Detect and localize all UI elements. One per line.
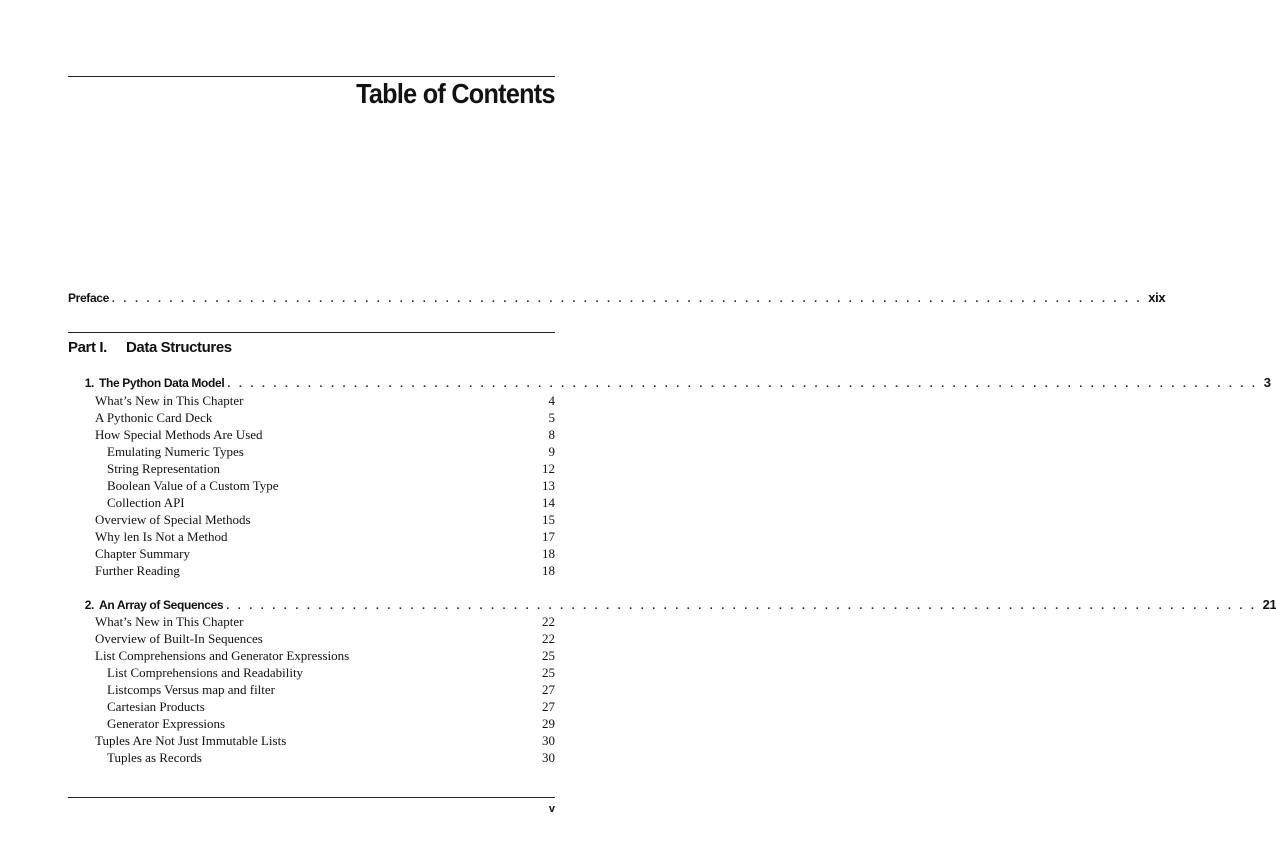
section-page: 8 (548, 427, 555, 442)
part-rule (68, 332, 555, 333)
toc-entry[interactable] (68, 427, 555, 444)
toc-entry[interactable] (68, 750, 555, 767)
chapter-number: 2. (84, 598, 94, 612)
toc-entry-chapter-1[interactable] (68, 375, 1271, 392)
section-label: What’s New in This Chapter (95, 614, 244, 629)
section-label: Tuples as Records (107, 750, 202, 765)
section-page: 25 (542, 665, 555, 680)
section-page: 15 (542, 512, 555, 527)
section-label: String Representation (107, 461, 221, 476)
section-label: Chapter Summary (95, 546, 190, 561)
toc-entry[interactable] (68, 648, 555, 665)
dot-leader: . . . . . . . . . . . . . . . . . . . . . . . . . . . . . . . . . . . . . . . . . . . . . . . . . . . . . . . . . . . . . . . . . . . . . . . . . . . . . . . . . . . . . . . . . . (227, 378, 1258, 390)
section-label: Overview of Special Methods (95, 512, 251, 527)
section-page: 30 (542, 750, 555, 765)
toc-entry[interactable] (68, 512, 555, 529)
section-page: 4 (548, 393, 555, 408)
toc-entry[interactable] (68, 444, 555, 461)
toc-entry[interactable] (68, 529, 555, 546)
toc-entry[interactable] (68, 682, 555, 699)
section-label: Listcomps Versus map and filter (107, 682, 276, 697)
toc-entry-preface[interactable] (68, 290, 1166, 307)
section-label: What’s New in This Chapter (95, 393, 244, 408)
section-page: 27 (542, 682, 555, 697)
page-title: Table of Contents (356, 78, 555, 109)
toc-entry-chapter-2[interactable] (68, 597, 1276, 614)
section-label: Overview of Built-In Sequences (95, 631, 263, 646)
section-label: How Special Methods Are Used (95, 427, 263, 442)
section-label: A Pythonic Card Deck (95, 410, 213, 425)
section-label: Generator Expressions (107, 716, 226, 731)
section-page: 30 (542, 733, 555, 748)
section-page: 5 (548, 410, 555, 425)
part-label: Part I. (68, 339, 107, 356)
part-name: Data Structures (126, 339, 232, 356)
section-page: 27 (542, 699, 555, 714)
toc-entry[interactable] (68, 393, 555, 410)
section-page: 17 (542, 529, 555, 544)
section-page: 12 (542, 461, 555, 476)
section-page: 14 (542, 495, 555, 510)
section-page: 18 (542, 563, 555, 578)
top-rule (68, 76, 555, 77)
toc-entry[interactable] (68, 699, 555, 716)
dot-leader: . . . . . . . . . . . . . . . . . . . . . . . . . . . . . . . . . . . . . . . . . . . . . . . . . . . . . . . . . . . . . . . . . . . . . . . . . . . . . . . . . . . . . . . . . . (111, 293, 1143, 305)
section-page: 22 (542, 614, 555, 629)
toc-entry[interactable] (68, 563, 555, 580)
bottom-rule (68, 797, 555, 798)
toc-entry[interactable] (68, 665, 555, 682)
toc-entry[interactable] (68, 546, 555, 563)
chapter-title: An Array of Sequences (99, 598, 224, 612)
chapter-page: 3 (1263, 375, 1271, 390)
part-heading (68, 339, 232, 356)
section-label: Further Reading (95, 563, 180, 578)
section-label: List Comprehensions and Generator Expressions (95, 648, 350, 663)
section-label: List Comprehensions and Readability (107, 665, 304, 680)
toc-entry[interactable] (68, 631, 555, 648)
dot-leader: . . . . . . . . . . . . . . . . . . . . . . . . . . . . . . . . . . . . . . . . . . . . . . . . . . . . . . . . . . . . . . . . . . . . . . . . . . . . . . . . . . . . . . . . . . (226, 600, 1257, 612)
toc-entry[interactable] (68, 495, 555, 512)
section-page: 22 (542, 631, 555, 646)
section-label: Emulating Numeric Types (107, 444, 244, 459)
section-label: Boolean Value of a Custom Type (107, 478, 279, 493)
section-label: Collection API (107, 495, 185, 510)
toc-entry[interactable] (68, 478, 555, 495)
section-label: Why len Is Not a Method (95, 529, 228, 544)
section-page: 9 (548, 444, 555, 459)
section-page: 18 (542, 546, 555, 561)
section-page: 13 (542, 478, 555, 493)
toc-entry[interactable] (68, 733, 555, 750)
toc-entry[interactable] (68, 614, 555, 631)
chapter-page: 21 (1262, 597, 1276, 612)
section-label: Tuples Are Not Just Immutable Lists (95, 733, 287, 748)
preface-label: Preface (68, 291, 109, 305)
chapter-title: The Python Data Model (99, 376, 225, 390)
page-folio: v (548, 803, 555, 815)
section-page: 25 (542, 648, 555, 663)
toc-entry[interactable] (68, 410, 555, 427)
toc-entry[interactable] (68, 716, 555, 733)
section-label: Cartesian Products (107, 699, 205, 714)
preface-page: xix (1148, 290, 1166, 305)
toc-entry[interactable] (68, 461, 555, 478)
chapter-number: 1. (84, 376, 94, 390)
section-page: 29 (542, 716, 555, 731)
